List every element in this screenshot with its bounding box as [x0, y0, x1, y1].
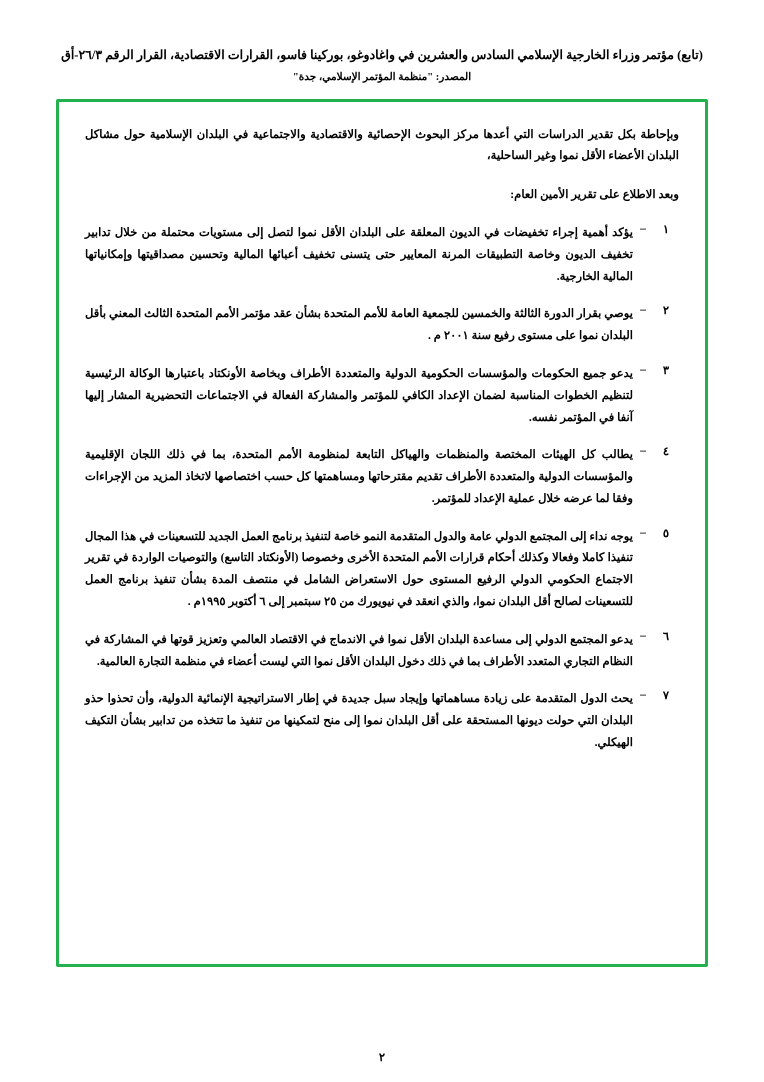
item-text: يدعو المجتمع الدولي إلى مساعدة البلدان الأقل نموا في الاندماج في الاقتصاد العالمي وتعزيز قوتها في المشاركة في النظام التجاري المتعدد الأطراف بما في ذلك دخول البلدان الأقل نموا التي ليست أعضاء في منظمة التجارة العالمية. — [85, 632, 633, 668]
content-frame — [56, 99, 708, 967]
list-item — [85, 444, 679, 525]
list-item — [85, 222, 679, 303]
item-number: ٦ — [662, 629, 670, 643]
item-dash: – — [640, 362, 646, 376]
item-text: يطالب كل الهيئات المختصة والمنظمات والهياكل التابعة لمنظومة الأمم المتحدة، بما في ذلك اللجان الإقليمية والمؤسسات الدولية والمتعددة الأطراف تقديم مقترحاتها ومساهمتها كل حسب اختصاصها لاتخاذ المزيد من الإجراءات وفقا لما عرضه خلال عملية الإعداد للمؤتمر. — [85, 448, 633, 505]
item-dash: – — [640, 628, 646, 642]
list-item — [85, 526, 679, 629]
item-text: يؤكد أهمية إجراء تخفيضات في الديون المعلقة على البلدان الأقل نموا لتصل إلى مستويات محتملة من خلال تدابير تخفيف الديون وخاصة التطبيقات المرنة المعايير حتى يتسنى تخفيف أعبائها المالية وتحسين مصداقيتها وإمكانياتها المالية الخارجية. — [85, 226, 633, 283]
item-dash: – — [640, 444, 646, 458]
item-dash: – — [640, 525, 646, 539]
item-number: ٢ — [662, 304, 670, 318]
list-item — [85, 629, 679, 689]
page-number: ٢ — [378, 1052, 386, 1064]
intro-paragraph-1: وبإحاطة بكل تقدير الدراسات التي أعدها مركز البحوث الإحصائية والاقتصادية والاجتماعية في البلدان الإسلامية حول مشاكل البلدان الأعضاء الأقل نموا وغير الساحلية، — [85, 127, 679, 163]
item-dash: – — [640, 303, 646, 317]
item-dash: – — [640, 222, 646, 236]
list-item — [85, 363, 679, 444]
item-number: ١ — [662, 223, 670, 237]
item-text: يوجه نداء إلى المجتمع الدولي عامة والدول المتقدمة النمو خاصة لتنفيذ برنامج العمل الجديد للتسعينات في هذا المجال تنفيذا كاملا وفعالا وكذلك أحكام قرارات الأمم المتحدة الأخرى وخصوصا (الأونكتاد التاسع) والتوصيات الواردة في تقرير الاجتماع الحكومي الدولي الرفيع المستوى حول الاستعراض الشامل في منتصف المدة بشأن تنفيذ برنامج العمل للتسعينات لصالح أقل البلدان نموا، والذي انعقد في نيويورك من ٢٥ سبتمبر إلى ٦ أكتوبر ١٩٩٥م . — [85, 529, 633, 608]
item-number: ٧ — [662, 689, 670, 703]
item-number: ٥ — [662, 526, 670, 540]
item-text: يوصي بقرار الدورة الثالثة والخمسين للجمعية العامة للأمم المتحدة بشأن عقد مؤتمر الأمم المتحدة الثالث المعني بأقل البلدان نموا على مستوى رفيع سنة ٢٠٠١ م . — [85, 307, 633, 343]
item-text: يدعو جميع الحكومات والمؤسسات الحكومية الدولية والمتعددة الأطراف وبخاصة الأونكتاد باعتبارها الوكالة الرئيسية لتنظيم الخطوات المناسبة لضمان الإعداد الكافي للمؤتمر والمشاركة الفعالة في الاجتماعات التحضيرية المشار إليها آنفا في المؤتمر نفسه. — [85, 366, 633, 424]
item-text: يحث الدول المتقدمة على زيادة مساهماتها وإيجاد سبل جديدة في إطار الاستراتيجية الإنمائية الدولية، وأن تحذوا حذو البلدان التي حولت ديونها المستحقة على أقل البلدان نموا إلى منح لتمكينها من تنفيذ ما تتخذه من تدابير بشأن التكيف الهيكلي. — [85, 692, 633, 749]
resolution-items-table — [85, 222, 679, 770]
intro-paragraph-2: وبعد الاطلاع على تقرير الأمين العام: — [510, 187, 679, 201]
item-number: ٣ — [662, 363, 670, 377]
document-header-source: المصدر: "منظمة المؤتمر الإسلامي، جدة" — [292, 71, 472, 83]
item-number: ٤ — [662, 445, 670, 459]
item-dash: – — [640, 688, 646, 702]
list-item — [85, 303, 679, 363]
document-header-title: (تابع) مؤتمر وزراء الخارجية الإسلامي السادس والعشرين في واغادوغو، بوركينا فاسو، القرارات الاقتصادية، القرار الرقم ٢٦/٣-أق — [61, 48, 703, 62]
list-item — [85, 688, 679, 769]
